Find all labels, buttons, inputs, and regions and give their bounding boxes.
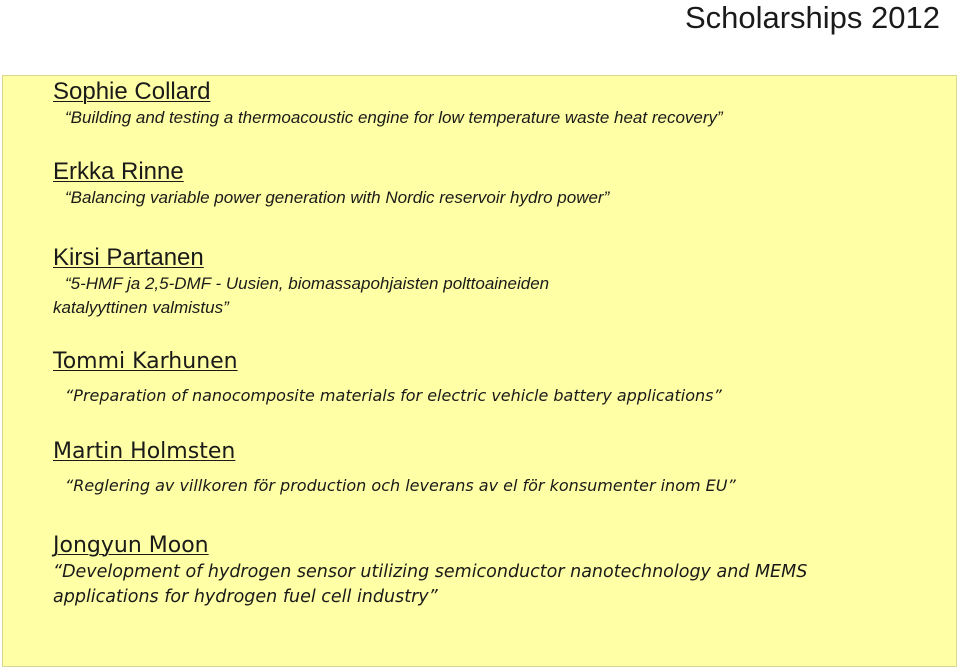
project-title: “Reglering av villkoren för production och leverans av el för konsumenter inom EU” xyxy=(65,476,736,495)
recipient-name: Martin Holmsten xyxy=(53,439,236,464)
scholarship-entry-martin-holmsten xyxy=(53,438,936,498)
recipient-name: Erkka Rinne xyxy=(53,158,184,185)
scholarship-entry-tommi-karhunen xyxy=(53,348,936,408)
project-title-line-2: katalyyttinen valmistus” xyxy=(53,298,229,317)
scholarship-entry-erkka-rinne xyxy=(53,158,936,210)
scholarship-entry-jongyun-moon xyxy=(53,532,936,610)
project-title-line-2: applications for hydrogen fuel cell industry” xyxy=(53,587,438,607)
project-title: “Preparation of nanocomposite materials for electric vehicle battery applications” xyxy=(65,386,722,405)
recipient-name: Tommi Karhunen xyxy=(53,349,238,374)
recipient-name: Sophie Collard xyxy=(53,78,211,105)
recipient-name: Kirsi Partanen xyxy=(53,244,204,271)
project-title-line-1: “5-HMF ja 2,5-DMF - Uusien, biomassapohjaisten polttoaineiden xyxy=(65,274,550,293)
scholarship-entry-kirsi-partanen xyxy=(53,244,936,320)
page-title: Scholarships 2012 xyxy=(684,0,940,35)
scholarship-list-panel xyxy=(2,75,957,667)
project-title: “Balancing variable power generation with Nordic reservoir hydro power” xyxy=(65,188,610,207)
project-title-line-1: “Development of hydrogen sensor utilizing semiconductor nanotechnology and MEMS xyxy=(53,562,808,582)
project-title: “Building and testing a thermoacoustic engine for low temperature waste heat recovery” xyxy=(65,108,723,127)
recipient-name: Jongyun Moon xyxy=(53,533,209,558)
scholarship-entry-sophie-collard xyxy=(53,78,936,130)
